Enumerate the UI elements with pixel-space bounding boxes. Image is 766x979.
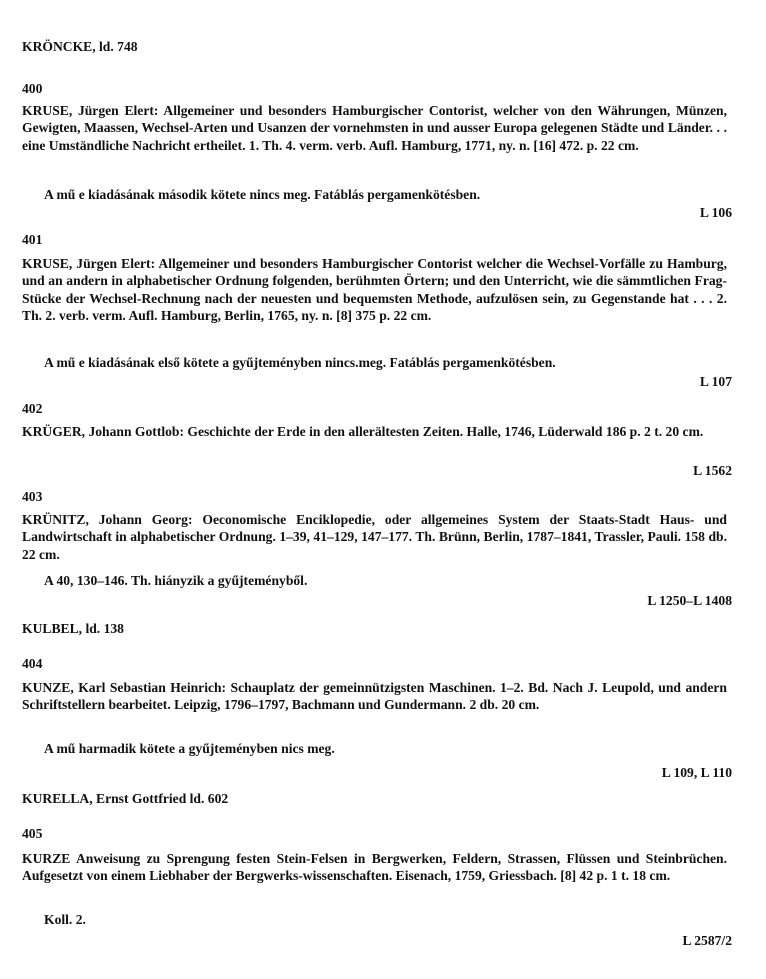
entry-signature: L 107 [699,374,732,389]
entry-signature: L 1250–L 1408 [647,593,732,608]
entry-number: 405 [22,826,43,841]
entry-text: KRÜGER, Johann Gottlob: Geschichte der Erde in den allerältesten Zeiten. Halle, 1746, Lüderwald 186 p. 2 t. 20 cm. [22,424,704,439]
entry-signature: L 109, L 110 [661,765,732,780]
crossref-kroncke: KRÖNCKE, ld. 748 [22,39,138,54]
entry-signature: L 1562 [693,463,732,478]
entry-text: KRUSE, Jürgen Elert: Allgemeiner und besonders Hamburgischer Contorist, welcher von den Währungen, Münzen, Gewigten, Maassen, Wechsel-Arten und Usanzen der vornehmsten in und ausser Europa gelegenen Städte und Länder. . . eine Umständliche Nachricht ertheilet. 1. Th. 4. verm. verb. Aufl. Hamburg, 1771, ny. n. [16] 472. p. 22 cm. [22,103,727,153]
entry-number: 402 [22,401,43,416]
entry-number: 403 [22,489,43,504]
catalog-page [22,0,732,979]
entry-number: 400 [22,81,43,96]
entry-note: A mű harmadik kötete a gyűjteményben nics meg. [44,741,335,756]
entry-note: A 40, 130–146. Th. hiányzik a gyűjteményből. [44,573,308,588]
entry-text: KURZE Anweisung zu Sprengung festen Stein-Felsen in Bergwerken, Feldern, Strassen, Flüssen und Steinbrüchen. Aufgesetzt von einem Liebhaber der Bergwerks-wissenschaften. Eisenach, 1759, Griessbach. [8] 42 p. 1 t. 18 cm. [22,851,727,884]
entry-signature: L 2587/2 [682,933,732,948]
entry-number: 401 [22,232,43,247]
entry-note: A mű e kiadásának első kötete a gyűjteményben nincs.meg. Fatáblás pergamenkötésben. [44,355,556,370]
entry-note: A mű e kiadásának második kötete nincs meg. Fatáblás pergamenkötésben. [44,187,481,202]
crossref-kurella: KURELLA, Ernst Gottfried ld. 602 [22,791,229,806]
entry-text: KRUSE, Jürgen Elert: Allgemeiner und besonders Hamburgischer Contorist welcher die Wechsel-Vorfälle zu Hamburg, und an andern in alphabetischer Ordnung folgenden, berühmten Örtern; und den Unterricht, wie die sämmtlichen Frag-Stücke der Wechsel-Rechnung nach der neuesten und bequemsten Methode, aufzulösen sein, zu Gegenstande hat . . . 2. Th. 2. verb. verm. Aufl. Hamburg, Berlin, 1765, ny. n. [8] 375 p. 22 cm. [22,256,727,324]
entry-text: KUNZE, Karl Sebastian Heinrich: Schauplatz der gemeinnützigsten Maschinen. 1–2. Bd. Nach J. Leupold, und andern Schriftstellern bearbeitet. Leipzig, 1796–1797, Bachmann und Gundermann. 2 db. 20 cm. [22,680,727,713]
entry-text: KRÜNITZ, Johann Georg: Oeconomische Enciklopedie, oder allgemeines System der Staats-Stadt Haus- und Landwirtschaft in alphabetischer Ordnung. 1–39, 41–129, 147–177. Th. Brünn, Berlin, 1787–1841, Trassler, Pauli. 158 db. 22 cm. [22,512,727,562]
entry-signature: L 106 [699,205,732,220]
crossref-kulbel: KULBEL, ld. 138 [22,621,124,636]
entry-note: Koll. 2. [44,912,86,927]
entry-number: 404 [22,656,43,671]
